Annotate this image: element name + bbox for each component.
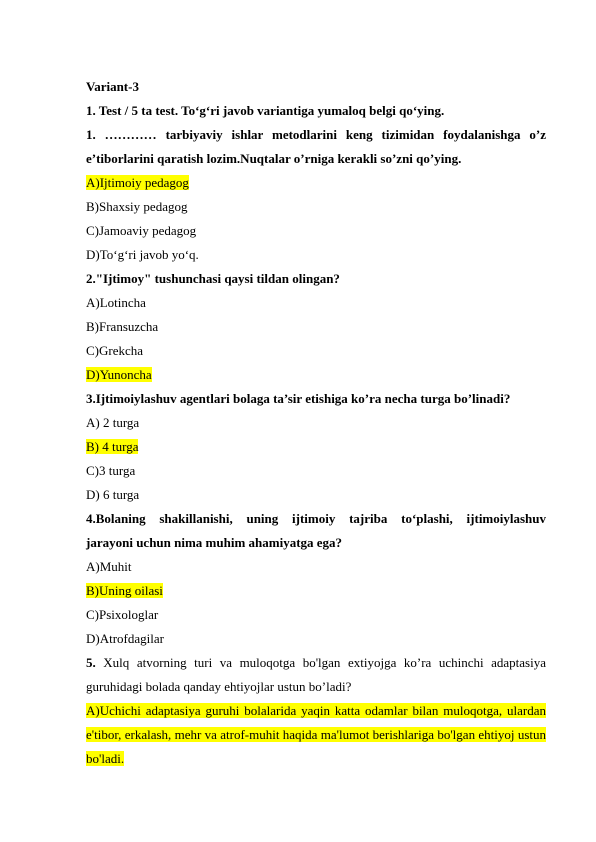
question-4-line-2: jarayoni uchun nima muhim ahamiyatga ega? (86, 535, 343, 550)
option-3d: D) 6 turga (86, 487, 140, 502)
option-1d: D)To‘g‘ri javob yo‘q. (86, 247, 199, 262)
option-4d: D)Atrofdagilar (86, 631, 164, 646)
option-2a: A)Lotincha (86, 295, 146, 310)
correct-answer-highlight: A)Uchichi adaptasiya guruhi bolalarida yaqin katta odamlar bilan muloqotga, ulardan e'tibor, erkalash, mehr va atrof-muhit haqida ma'lumot berishlariga bo'lgan ehtiyoj ustun bo'ladi. (86, 703, 546, 766)
option-1b: B)Shaxsiy pedagog (86, 199, 188, 214)
correct-answer-highlight: B) 4 turga (86, 439, 139, 454)
question-1-line-2: e’tiborlarini qaratish lozim.Nuqtalar o’rniga kerakli so’zni qo’ying. (86, 151, 462, 166)
option-4b (86, 579, 546, 603)
option-2b: B)Fransuzcha (86, 319, 159, 334)
question-1-line-1: 1. ………… tarbiyaviy ishlar metodlarini keng tizimidan foydalanishga o’z (86, 127, 546, 142)
correct-answer-highlight: B)Uning oilasi (86, 583, 163, 598)
question-5-line-2: guruhidagi bolada qanday ehtiyojlar ustun bo’ladi? (86, 679, 352, 694)
question-5-line-1 (86, 651, 546, 675)
option-1c: C)Jamoaviy pedagog (86, 223, 197, 238)
instruction-text: 1. Test / 5 ta test. To‘g‘ri javob variantiga yumaloq belgi qo‘ying. (86, 103, 445, 118)
question-3: 3.Ijtimoiylashuv agentlari bolaga ta’sir etishiga ko’ra necha turga bo’linadi? (86, 391, 511, 406)
question-4-line-1: 4.Bolaning shakillanishi, uning ijtimoiy tajriba to‘plashi, ijtimoiylashuv (86, 511, 546, 526)
option-3a: A) 2 turga (86, 415, 140, 430)
option-2c: C)Grekcha (86, 343, 144, 358)
question-5-number: 5. (86, 655, 96, 670)
option-4a: A)Muhit (86, 559, 132, 574)
variant-title: Variant-3 (86, 79, 139, 94)
option-2d (86, 363, 546, 387)
option-3c: C)3 turga (86, 463, 136, 478)
option-3b (86, 435, 546, 459)
option-4c: C)Psixologlar (86, 607, 159, 622)
question-2: 2."Ijtimoy" tushunchasi qaysi tildan olingan? (86, 271, 340, 286)
option-1a (86, 171, 546, 195)
correct-answer-highlight: D)Yunoncha (86, 367, 152, 382)
answer-5-paragraph (86, 699, 546, 771)
correct-answer-highlight: A)Ijtimoiy pedagog (86, 175, 189, 190)
question-5-text: Xulq atvorning turi va muloqotga bo'lgan extiyojga ko’ra uchinchi adaptasiya (95, 655, 546, 670)
document-body (86, 75, 546, 771)
